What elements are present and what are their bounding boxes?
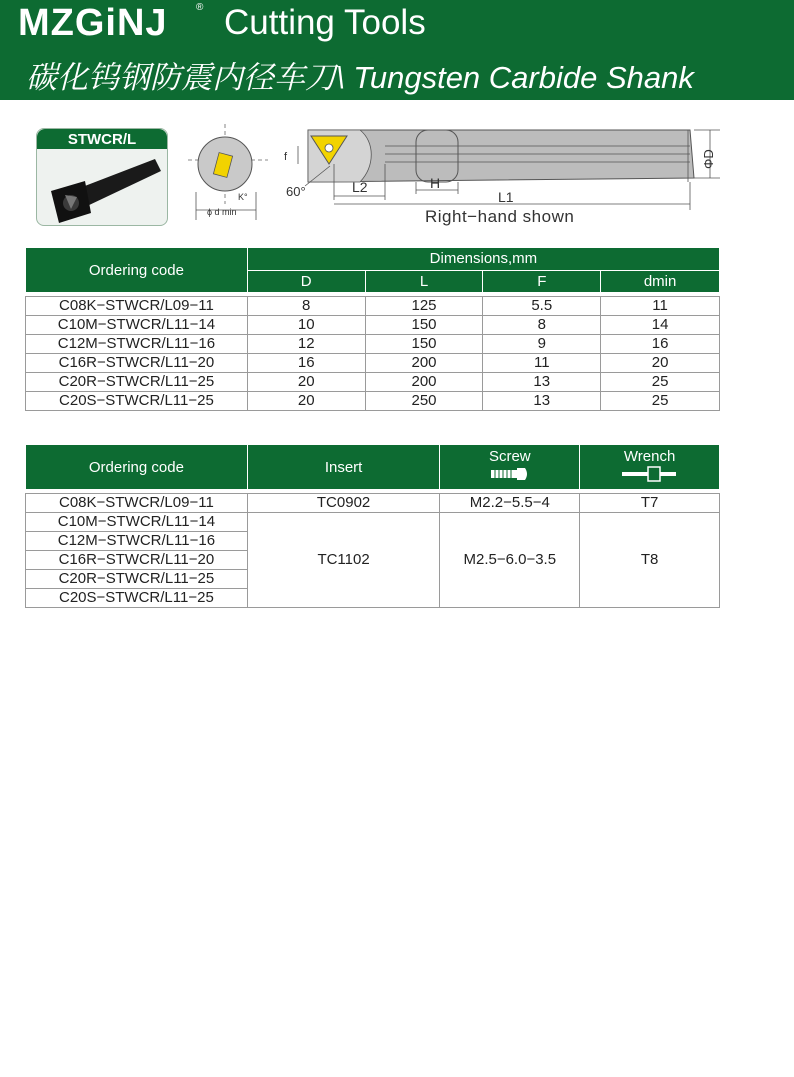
l1-label: L1: [498, 189, 514, 205]
value-dmin: 20: [601, 354, 720, 373]
table-row: [26, 392, 720, 411]
wrench-value: T8: [580, 513, 720, 608]
table-row: [26, 335, 720, 354]
value-l: 250: [365, 392, 483, 411]
value-dmin: 16: [601, 335, 720, 354]
wrench-icon: [620, 465, 680, 483]
value-f: 11: [483, 354, 601, 373]
insert-header: Insert: [247, 445, 440, 490]
value-l: 125: [365, 297, 483, 316]
value-d: 8: [247, 297, 365, 316]
value-l: 200: [365, 354, 483, 373]
d-label: ΦD: [701, 149, 716, 169]
value-dmin: 25: [601, 392, 720, 411]
col-header-l: L: [365, 270, 483, 293]
col-header-d: D: [247, 270, 365, 293]
screw-value: M2.5−6.0−3.5: [440, 513, 580, 608]
value-f: 13: [483, 373, 601, 392]
ordering-code: C16R−STWCR/L11−20: [26, 354, 248, 373]
value-dmin: 11: [601, 297, 720, 316]
ordering-code: C08K−STWCR/L09−11: [26, 494, 248, 513]
value-l: 200: [365, 373, 483, 392]
value-d: 12: [247, 335, 365, 354]
ordering-code: C12M−STWCR/L11−16: [26, 532, 248, 551]
ordering-code: C12M−STWCR/L11−16: [26, 335, 248, 354]
value-f: 5.5: [483, 297, 601, 316]
ordering-code: C20R−STWCR/L11−25: [26, 373, 248, 392]
screw-icon: [487, 465, 533, 483]
end-view-drawing: [188, 124, 268, 220]
wrench-value: T7: [580, 494, 720, 513]
value-dmin: 25: [601, 373, 720, 392]
table-row: [26, 316, 720, 335]
screw-header: [440, 445, 580, 490]
value-d: 10: [247, 316, 365, 335]
value-f: 13: [483, 392, 601, 411]
screw-header-label: Screw: [488, 447, 531, 465]
dimensions-table: [25, 247, 720, 411]
dmin-label: ϕ d min: [207, 207, 237, 217]
dimensions-header: Dimensions,mm: [247, 248, 719, 271]
h-label: H: [430, 175, 441, 191]
registered-mark: ®: [196, 2, 204, 13]
wrench-header-label: Wrench: [623, 447, 676, 465]
tool-photo-icon: [37, 129, 167, 225]
f-label: f: [284, 151, 288, 163]
insert-value: TC0902: [247, 494, 440, 513]
ordering-code-header: Ordering code: [26, 248, 248, 293]
ordering-code: C20R−STWCR/L11−25: [26, 570, 248, 589]
col-header-f: F: [483, 270, 601, 293]
value-d: 20: [247, 373, 365, 392]
ordering-code: C08K−STWCR/L09−11: [26, 297, 248, 316]
product-title: 碳化钨钢防震内径车刀\ Tungsten Carbide Shank: [26, 60, 694, 95]
header-banner: [0, 0, 794, 100]
insert-value: TC1102: [247, 513, 440, 608]
wrench-header: [580, 445, 720, 490]
ordering-code: C10M−STWCR/L11−14: [26, 513, 248, 532]
brand-logo: MZGiNJ: [18, 2, 168, 44]
value-l: 150: [365, 335, 483, 354]
table-row: [26, 513, 720, 532]
value-f: 9: [483, 335, 601, 354]
badge-label: STWCR/L: [37, 129, 167, 149]
ordering-code: C20S−STWCR/L11−25: [26, 392, 248, 411]
ordering-code: C16R−STWCR/L11−20: [26, 551, 248, 570]
k-angle-label: K°: [238, 192, 248, 202]
ordering-code-header: Ordering code: [26, 445, 248, 490]
value-l: 150: [365, 316, 483, 335]
table-row: [26, 494, 720, 513]
angle-label: 60°: [286, 184, 306, 199]
ordering-code: C10M−STWCR/L11−14: [26, 316, 248, 335]
value-d: 16: [247, 354, 365, 373]
table-row: [26, 354, 720, 373]
value-d: 20: [247, 392, 365, 411]
parts-table: [25, 444, 720, 608]
brand-subtitle: Cutting Tools: [224, 3, 426, 42]
ordering-code: C20S−STWCR/L11−25: [26, 589, 248, 608]
l2-label: L2: [352, 179, 368, 195]
value-f: 8: [483, 316, 601, 335]
value-dmin: 14: [601, 316, 720, 335]
screw-value: M2.2−5.5−4: [440, 494, 580, 513]
diagram-caption: Right−hand shown: [425, 207, 575, 226]
product-badge: [36, 128, 168, 226]
table-row: [26, 297, 720, 316]
col-header-dmin: dmin: [601, 270, 720, 293]
table-row: [26, 373, 720, 392]
